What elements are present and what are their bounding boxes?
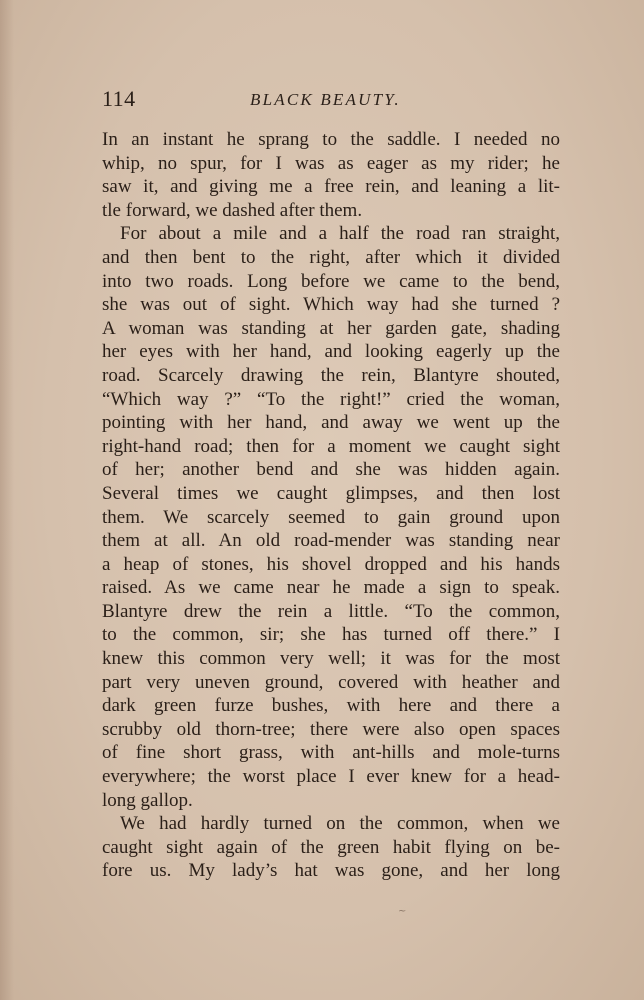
body-text — [102, 128, 560, 883]
text-line: whip, no spur, for I was as eager as my rider; he — [102, 152, 560, 174]
text-line: Blantyre drew the rein a little. “To the common, — [102, 600, 560, 622]
text-line: to the common, sir; she has turned off there.” I — [102, 624, 560, 646]
page-edge-shadow — [0, 0, 14, 1000]
text-line: saw it, and giving me a free rein, and leaning a lit- — [102, 176, 560, 198]
text-line: her eyes with her hand, and looking eagerly up the — [102, 341, 560, 363]
text-line: We had hardly turned on the common, when we — [120, 813, 560, 835]
text-line: A woman was standing at her garden gate, shading — [102, 317, 560, 339]
text-line: and then bent to the right, after which it divided — [102, 246, 560, 268]
text-line: scrubby old thorn-tree; there were also open spaces — [102, 718, 560, 740]
text-line: pointing with her hand, and away we went up the — [102, 412, 560, 434]
ink-mark: ~ — [398, 906, 407, 917]
text-line: a heap of stones, his shovel dropped and his hands — [102, 553, 560, 575]
text-line: into two roads. Long before we came to the bend, — [102, 270, 560, 292]
running-head — [102, 86, 560, 116]
text-line: fore us. My lady’s hat was gone, and her long — [102, 860, 560, 882]
text-line: “Which way ?” “To the right!” cried the woman, — [102, 388, 560, 410]
text-line: road. Scarcely drawing the rein, Blantyre shouted, — [102, 364, 560, 386]
text-line: of her; another bend and she was hidden again. — [102, 459, 560, 481]
text-line: she was out of sight. Which way had she turned ? — [102, 294, 560, 316]
text-line: of fine short grass, with ant-hills and mole-turns — [102, 742, 560, 764]
text-line: In an instant he sprang to the saddle. I needed no — [102, 129, 560, 150]
text-line: part very uneven ground, covered with heather and — [102, 671, 560, 693]
text-line: tle forward, we dashed after them. — [102, 199, 363, 221]
text-line: everywhere; the worst place I ever knew for a head- — [102, 766, 560, 788]
text-line: them at all. An old road-mender was standing near — [102, 530, 560, 552]
text-line: knew this common very well; it was for the most — [102, 648, 560, 670]
page-number: 114 — [102, 86, 136, 111]
running-title: BLACK BEAUTY. — [250, 90, 401, 109]
text-line: dark green furze bushes, with here and there a — [102, 695, 560, 717]
text-line: For about a mile and a half the road ran straight, — [120, 223, 560, 245]
text-line: right-hand road; then for a moment we caught sight — [102, 435, 560, 457]
text-line: caught sight again of the green habit flying on be- — [102, 836, 560, 858]
text-line: raised. As we came near he made a sign to speak. — [102, 577, 560, 599]
text-line: Several times we caught glimpses, and then lost — [102, 482, 560, 504]
text-line: long gallop. — [102, 789, 193, 811]
text-line: them. We scarcely seemed to gain ground upon — [102, 506, 560, 528]
